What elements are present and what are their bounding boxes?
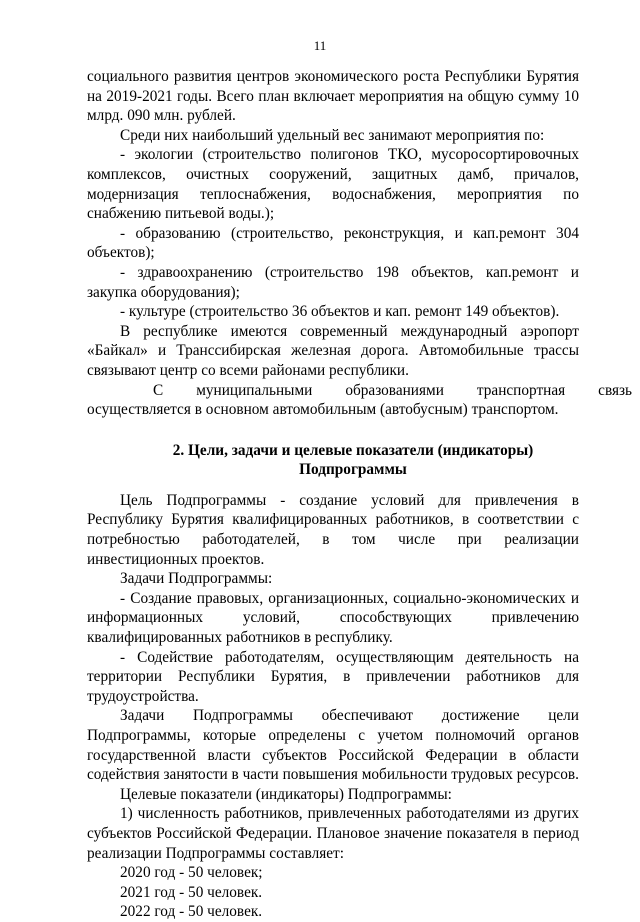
document-body [87, 67, 633, 922]
paragraph-measures-intro: Среди них наибольший удельный вес занимают мероприятия по: [120, 126, 545, 144]
page-number: 11 [313, 38, 327, 53]
word: связь [598, 381, 633, 399]
list-item-education: - образованию (строительство, реконструкция, и кап.ремонт 304 объектов); [87, 224, 579, 262]
word: С [153, 381, 164, 399]
paragraph-tasks-intro: Задачи Подпрограммы: [120, 570, 273, 588]
list-item-task-conditions: - Создание правовых, организационных, социально-экономических и информационных условий, способствующих привлечению квалифицированных работников в республику. [87, 589, 579, 647]
paragraph-tasks-goal: Задачи Подпрограммы обеспечивают достижение цели Подпрограммы, которые определены с учетом полномочий органов государственной власти субъектов Российской Федерации в области содействия занятости в части повышения мобильности трудовых ресурсов. [87, 707, 579, 784]
list-item-culture: - культуре (строительство 36 объектов и кап. ремонт 149 объектов). [120, 303, 560, 321]
word: муниципальными [196, 381, 313, 399]
paragraph-plan-summary: социального развития центров экономического роста Республики Бурятия на 2019-2021 годы. Всего план включает мероприятия на общую сумму 10 млрд. 090 млн. рублей. [87, 68, 579, 125]
target-2020: 2020 год - 50 человек; [120, 864, 263, 882]
list-item-ecology: - экологии (строительство полигонов ТКО, мусоросортировочных комплексов, очистных сооружений, защитных дамб, причалов, модернизация теплоснабжения, водоснабжения, мероприятия по снабжению питьевой воды.); [87, 146, 579, 223]
word: транспортная [476, 381, 566, 399]
paragraph-indicators-intro: Целевые показатели (индикаторы) Подпрограммы: [120, 785, 452, 803]
target-2021: 2021 год - 50 человек. [120, 883, 263, 901]
list-item-healthcare: - здравоохранению (строительство 198 объектов, кап.ремонт и закупка оборудования); [87, 263, 579, 301]
list-item-task-employers: - Содействие работодателям, осуществляющим деятельность на территории Республики Бурятия, в привлечении работников для трудоустройства. [87, 648, 579, 705]
paragraph-indicator-1: 1) численность работников, привлеченных работодателями из других субъектов Российской Федерации. Плановое значение показателя в период реализации Подпрограммы составляет: [87, 805, 579, 862]
word: образованиями [345, 381, 444, 399]
paragraph-transport-infrastructure: В республике имеются современный международный аэропорт «Байкал» и Транссибирская железная дорога. Автомобильные трассы связывают центр со всеми районами республики. [87, 322, 579, 379]
paragraph-municipal-transport-first-line [87, 381, 633, 401]
paragraph-subprogram-goal: Цель Подпрограммы - создание условий для привлечения в Республику Бурятия квалифицированных работников, в соответствии с потребностью работодателей, в том числе при реализации инвестиционных проектов. [87, 491, 579, 568]
section-heading: 2. Цели, задачи и целевые показатели (индикаторы) [172, 441, 534, 459]
target-2022: 2022 год - 50 человек. [120, 903, 263, 921]
paragraph-municipal-transport-rest: осуществляется в основном автомобильным (автобусным) транспортом. [87, 401, 559, 419]
section-heading-line2: Подпрограммы [299, 461, 407, 479]
